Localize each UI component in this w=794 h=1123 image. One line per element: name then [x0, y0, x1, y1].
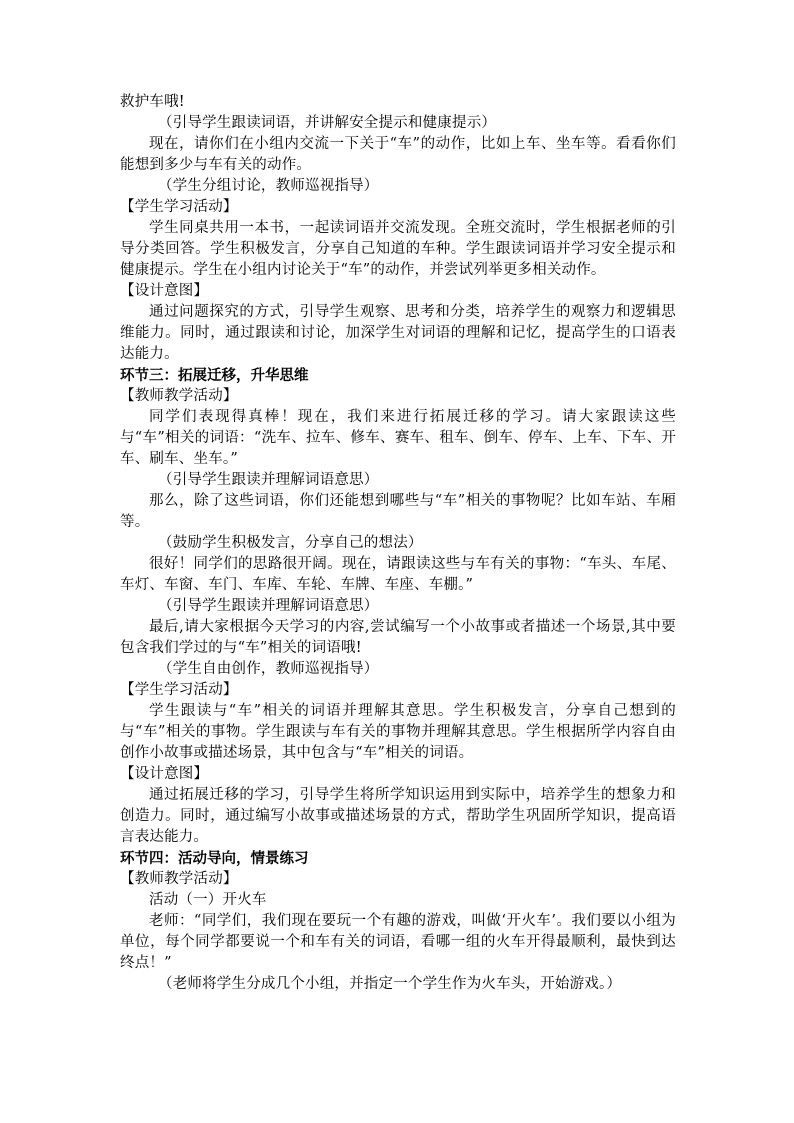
section-title: 环节四：活动导向，情景练习	[120, 850, 309, 867]
paragraph: 最后,请大家根据今天学习的内容,尝试编写一个小故事或者描述一个场景,其中要包含我们学过的与“车”相关的词语哦!	[120, 619, 676, 656]
subheading-design-intent: 【设计意图】	[120, 766, 209, 782]
paragraph: 现在，请你们在小组内交流一下关于“车”的动作，比如上车、坐车等。看看你们能想到多少与车有关的动作。	[120, 136, 676, 173]
subheading-student-activity: 【学生学习活动】	[120, 682, 238, 698]
teacher-note: （鼓励学生积极发言，分享自己的想法）	[158, 535, 423, 551]
paragraph: 很好！同学们的思路很开阔。现在，请跟读这些与车有关的事物：“车头、车尾、车灯、车窗、车门、车库、车轮、车牌、车座、车棚。”	[120, 556, 676, 593]
paragraph: 学生同桌共用一本书，一起读词语并交流发现。全班交流时，学生根据老师的引导分类回答。学生积极发言，分享自己知道的车种。学生跟读词语并学习安全提示和健康提示。学生在小组内讨论关于“车”的动作，并尝试列举更多相关动作。	[120, 220, 676, 278]
section-title: 环节三：拓展迁移，升华思维	[120, 367, 309, 384]
teacher-note: （引导学生跟读并理解词语意思）	[158, 472, 379, 488]
teacher-note: （学生自由创作，教师巡视指导）	[158, 661, 379, 677]
subheading-teacher-activity: 【教师教学活动】	[120, 871, 238, 887]
subheading-teacher-activity: 【教师教学活动】	[120, 388, 238, 404]
subheading-student-activity: 【学生学习活动】	[120, 199, 238, 215]
teacher-note: （学生分组讨论，教师巡视指导）	[158, 178, 379, 194]
paragraph: 通过拓展迁移的学习，引导学生将所学知识运用到实际中，培养学生的想象力和创造力。同时，通过编写小故事或描述场景的方式，帮助学生巩固所学知识，提高语言表达能力。	[120, 787, 676, 845]
teacher-note: （引导学生跟读并理解词语意思）	[158, 598, 379, 614]
teacher-note: （老师将学生分成几个小组，并指定一个学生作为火车头，开始游戏。）	[158, 976, 622, 992]
subheading-design-intent: 【设计意图】	[120, 283, 209, 299]
paragraph: 老师：“同学们，我们现在要玩一个有趣的游戏，叫做‘开火车’。我们要以小组为单位，每个同学都要说一个和车有关的词语，看哪一组的火车开得最顺利，最快到达终点！”	[120, 913, 676, 971]
paragraph: 同学们表现得真棒！现在，我们来进行拓展迁移的学习。请大家跟读这些与“车”相关的词语：“洗车、拉车、修车、赛车、租车、倒车、停车、上车、下车、开车、刷车、坐车。”	[120, 409, 676, 467]
activity-title: 活动（一）开火车	[149, 892, 267, 908]
paragraph: 学生跟读与“车”相关的词语并理解其意思。学生积极发言，分享自己想到的与“车”相关的事物。学生跟读与车有关的事物并理解其意思。学生根据所学内容自由创作小故事或描述场景，其中包含与“车”相关的词语。	[120, 703, 676, 761]
paragraph: 救护车哦!	[120, 94, 185, 110]
document-page	[120, 92, 676, 995]
paragraph: 通过问题探究的方式，引导学生观察、思考和分类，培养学生的观察力和逻辑思维能力。同时，通过跟读和讨论，加深学生对词语的理解和记忆，提高学生的口语表达能力。	[120, 304, 676, 362]
paragraph: 那么，除了这些词语，你们还能想到哪些与“车”相关的事物呢？比如车站、车厢等。	[120, 493, 676, 530]
teacher-note: （引导学生跟读词语，并讲解安全提示和健康提示）	[158, 115, 497, 131]
